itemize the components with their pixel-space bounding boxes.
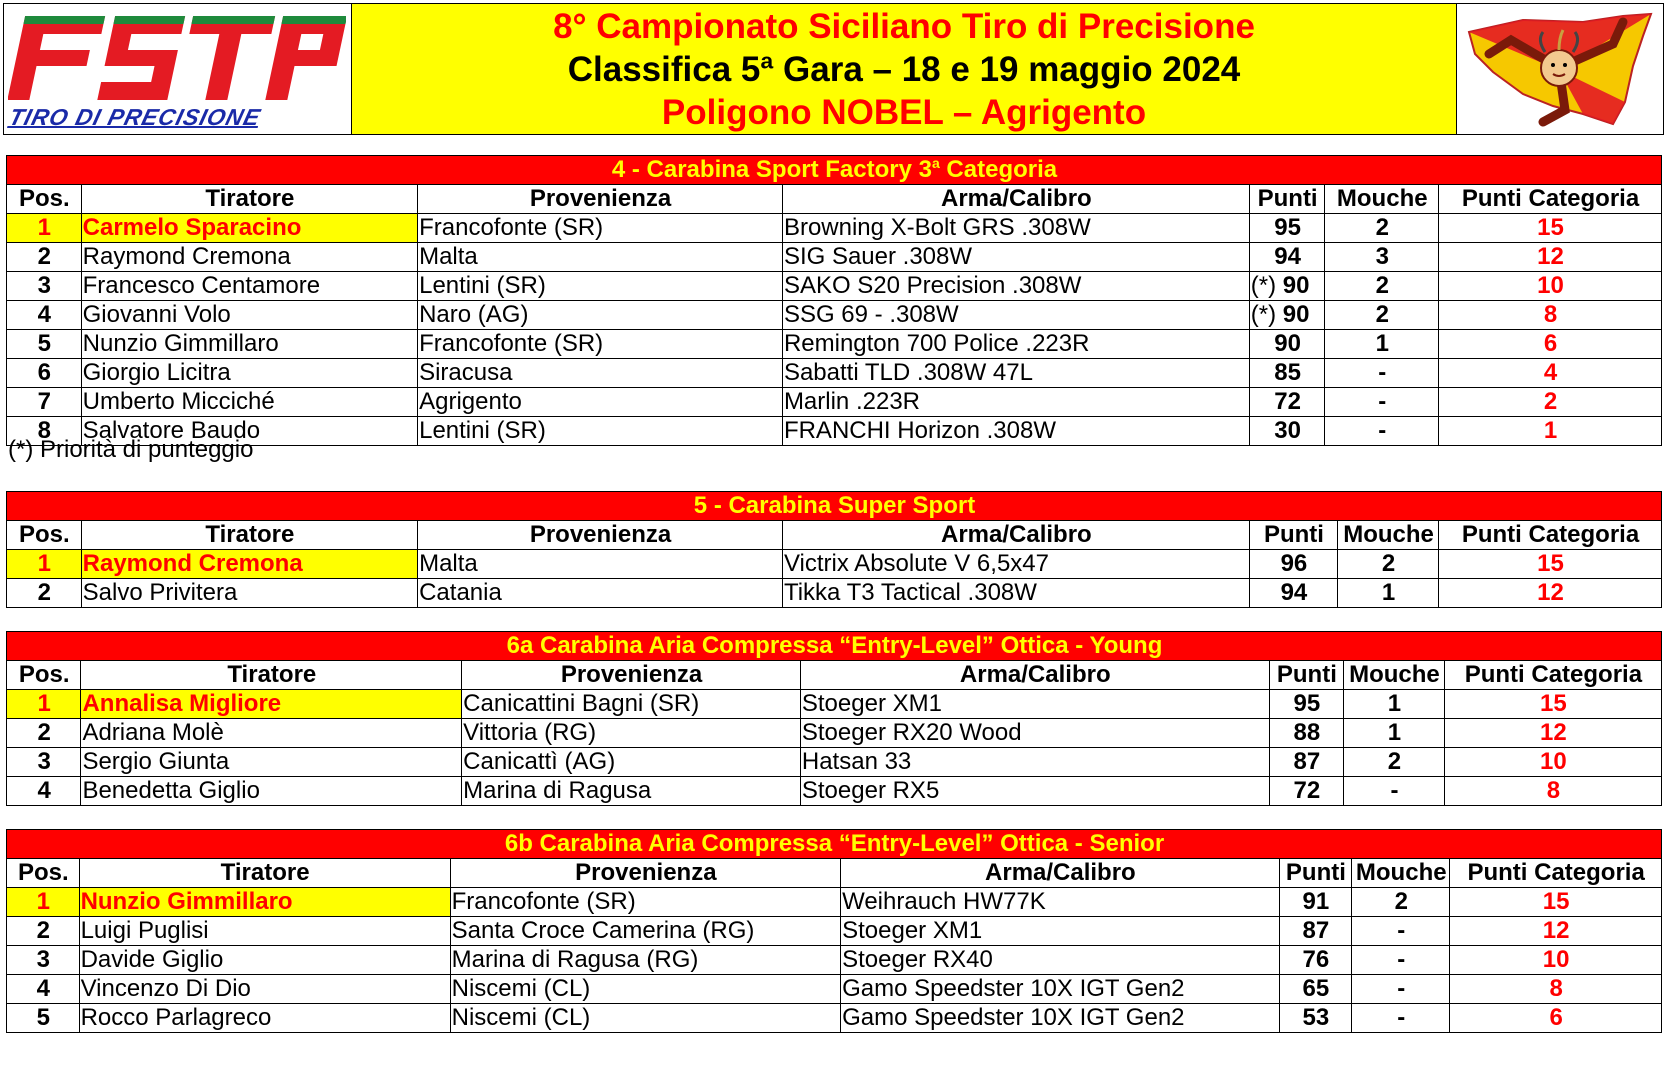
origin-cell: Siracusa: [418, 359, 783, 388]
table-row: [7, 243, 1662, 272]
trinacria-sicily-logo: [1457, 4, 1663, 134]
rank-cell: 2: [7, 579, 82, 608]
shooter-name-cell: Salvatore Baudo: [81, 417, 417, 446]
category-points-cell: 8: [1450, 975, 1662, 1004]
category-points-cell: 12: [1450, 917, 1662, 946]
rank-cell: 3: [7, 946, 80, 975]
category-points-cell: 6: [1450, 1004, 1662, 1033]
shooter-name-cell: Carmelo Sparacino: [81, 214, 417, 243]
mouche-cell: -: [1352, 917, 1450, 946]
weapon-cell: Marlin .223R: [782, 388, 1249, 417]
venue-title: Poligono NOBEL – Agrigento: [661, 92, 1147, 132]
weapon-cell: Stoeger RX40: [841, 946, 1280, 975]
shooter-name-cell: Davide Giglio: [79, 946, 450, 975]
category-points-cell: 1: [1439, 417, 1662, 446]
table-header: [7, 521, 1662, 550]
table-row: [7, 748, 1662, 777]
championship-title-box: [352, 4, 1457, 134]
origin-cell: Malta: [418, 243, 783, 272]
page-header: [3, 3, 1664, 135]
table-row: [7, 388, 1662, 417]
score-cell: 95: [1249, 214, 1325, 243]
weapon-cell: Stoeger RX5: [800, 777, 1269, 806]
table-row: [7, 1004, 1662, 1033]
table-row: [7, 359, 1662, 388]
score-cell: 94: [1249, 243, 1325, 272]
shooter-name-cell: Umberto Micciché: [81, 388, 417, 417]
category-points-cell: 2: [1439, 388, 1662, 417]
col-pos: Pos.: [7, 521, 82, 550]
rank-cell: 8: [7, 417, 82, 446]
col-provenienza: Provenienza: [418, 521, 783, 550]
origin-cell: Marina di Ragusa: [462, 777, 801, 806]
origin-cell: Niscemi (CL): [450, 1004, 840, 1033]
score-cell: 94: [1249, 579, 1337, 608]
score-cell: 53: [1279, 1004, 1352, 1033]
category-points-cell: 12: [1439, 243, 1662, 272]
weapon-cell: FRANCHI Horizon .308W: [782, 417, 1249, 446]
score-cell: 76: [1279, 946, 1352, 975]
col-pos: Pos.: [7, 185, 82, 214]
origin-cell: Catania: [418, 579, 783, 608]
table-row: [7, 214, 1662, 243]
weapon-cell: Gamo Speedster 10X IGT Gen2: [841, 1004, 1280, 1033]
fstp-logo: [4, 4, 352, 134]
shooter-name-cell: Annalisa Migliore: [81, 690, 462, 719]
col-pos: Pos.: [7, 859, 80, 888]
priority-marker: (*): [1250, 301, 1277, 328]
category-points-cell: 12: [1439, 579, 1662, 608]
weapon-cell: Browning X-Bolt GRS .308W: [782, 214, 1249, 243]
section-banner: 6b Carabina Aria Compressa “Entry-Level” Ottica - Senior: [7, 830, 1662, 859]
col-mouche: Mouche: [1325, 185, 1439, 214]
origin-cell: Francofonte (SR): [418, 214, 783, 243]
mouche-cell: 1: [1344, 719, 1445, 748]
origin-cell: Agrigento: [418, 388, 783, 417]
mouche-cell: 2: [1325, 272, 1439, 301]
shooter-name-cell: Giorgio Licitra: [81, 359, 417, 388]
table-row: [7, 690, 1662, 719]
weapon-cell: SIG Sauer .308W: [782, 243, 1249, 272]
score-cell: 72: [1249, 388, 1325, 417]
rank-cell: 3: [7, 748, 81, 777]
shooter-name-cell: Vincenzo Di Dio: [79, 975, 450, 1004]
category-points-cell: 15: [1439, 214, 1662, 243]
col-provenienza: Provenienza: [462, 661, 801, 690]
table-row: [7, 777, 1662, 806]
section-5-carabina-super-sport: [6, 491, 1662, 608]
rank-cell: 5: [7, 330, 82, 359]
score-value: 90: [1282, 272, 1310, 299]
rank-cell: 1: [7, 690, 81, 719]
mouche-cell: -: [1325, 388, 1439, 417]
results-table: [6, 829, 1662, 1033]
col-mouche: Mouche: [1338, 521, 1439, 550]
score-cell: 87: [1269, 748, 1343, 777]
mouche-cell: -: [1325, 359, 1439, 388]
rank-cell: 2: [7, 719, 81, 748]
mouche-cell: 2: [1352, 888, 1450, 917]
table-row: [7, 272, 1662, 301]
weapon-cell: Tikka T3 Tactical .308W: [782, 579, 1249, 608]
weapon-cell: Sabatti TLD .308W 47L: [782, 359, 1249, 388]
section-4-carabina-sport-factory: [6, 155, 1662, 446]
table-header: [7, 859, 1662, 888]
col-tiratore: Tiratore: [81, 661, 462, 690]
score-cell: 95: [1269, 690, 1343, 719]
rank-cell: 2: [7, 917, 80, 946]
origin-cell: Lentini (SR): [418, 417, 783, 446]
score-cell: 30: [1249, 417, 1325, 446]
score-cell: 96: [1249, 550, 1337, 579]
category-points-cell: 4: [1439, 359, 1662, 388]
category-points-cell: 15: [1450, 888, 1662, 917]
col-punti: Punti: [1249, 521, 1337, 550]
weapon-cell: Hatsan 33: [800, 748, 1269, 777]
fstp-logo-caption: TIRO DI PRECISIONE: [6, 104, 264, 130]
col-punti-categoria: Punti Categoria: [1439, 521, 1662, 550]
origin-cell: Vittoria (RG): [462, 719, 801, 748]
shooter-name-cell: Benedetta Giglio: [81, 777, 462, 806]
rank-cell: 2: [7, 243, 82, 272]
rank-cell: 7: [7, 388, 82, 417]
mouche-cell: -: [1352, 975, 1450, 1004]
rank-cell: 4: [7, 301, 82, 330]
shooter-name-cell: Raymond Cremona: [81, 243, 417, 272]
mouche-cell: 3: [1325, 243, 1439, 272]
weapon-cell: Victrix Absolute V 6,5x47: [782, 550, 1249, 579]
mouche-cell: 2: [1325, 214, 1439, 243]
score-cell: 91: [1279, 888, 1352, 917]
score-cell: 90: [1249, 330, 1325, 359]
section-6a-aria-compressa-young: [6, 631, 1662, 806]
weapon-cell: Stoeger XM1: [800, 690, 1269, 719]
origin-cell: Canicattini Bagni (SR): [462, 690, 801, 719]
rank-cell: 4: [7, 777, 81, 806]
col-punti-categoria: Punti Categoria: [1439, 185, 1662, 214]
score-cell: 65: [1279, 975, 1352, 1004]
origin-cell: Niscemi (CL): [450, 975, 840, 1004]
mouche-cell: 2: [1344, 748, 1445, 777]
section-banner: 6a Carabina Aria Compressa “Entry-Level” Ottica - Young: [7, 632, 1662, 661]
mouche-cell: -: [1344, 777, 1445, 806]
col-provenienza: Provenienza: [418, 185, 783, 214]
mouche-cell: -: [1352, 1004, 1450, 1033]
category-points-cell: 10: [1450, 946, 1662, 975]
table-row: [7, 975, 1662, 1004]
table-header: [7, 185, 1662, 214]
table-row: [7, 301, 1662, 330]
rank-cell: 1: [7, 888, 80, 917]
shooter-name-cell: Nunzio Gimmillaro: [79, 888, 450, 917]
origin-cell: Francofonte (SR): [450, 888, 840, 917]
fstp-logo-icon: [8, 12, 346, 104]
category-points-cell: 15: [1439, 550, 1662, 579]
shooter-name-cell: Francesco Centamore: [81, 272, 417, 301]
category-points-cell: 8: [1444, 777, 1661, 806]
shooter-name-cell: Salvo Privitera: [81, 579, 417, 608]
origin-cell: Canicattì (AG): [462, 748, 801, 777]
table-header: [7, 661, 1662, 690]
shooter-name-cell: Raymond Cremona: [81, 550, 417, 579]
col-punti: Punti: [1269, 661, 1343, 690]
col-punti-categoria: Punti Categoria: [1450, 859, 1662, 888]
trinacria-icon: [1463, 10, 1657, 128]
origin-cell: Marina di Ragusa (RG): [450, 946, 840, 975]
rank-cell: 4: [7, 975, 80, 1004]
origin-cell: Santa Croce Camerina (RG): [450, 917, 840, 946]
results-table: [6, 155, 1662, 446]
col-arma: Arma/Calibro: [841, 859, 1280, 888]
score-value: 90: [1282, 301, 1310, 328]
results-table: [6, 491, 1662, 608]
weapon-cell: Remington 700 Police .223R: [782, 330, 1249, 359]
category-points-cell: 8: [1439, 301, 1662, 330]
mouche-cell: 1: [1325, 330, 1439, 359]
score-cell: [1249, 272, 1325, 301]
table-row: [7, 917, 1662, 946]
rank-cell: 1: [7, 214, 82, 243]
category-points-cell: 10: [1439, 272, 1662, 301]
origin-cell: Lentini (SR): [418, 272, 783, 301]
col-arma: Arma/Calibro: [782, 521, 1249, 550]
shooter-name-cell: Giovanni Volo: [81, 301, 417, 330]
col-arma: Arma/Calibro: [800, 661, 1269, 690]
col-provenienza: Provenienza: [450, 859, 840, 888]
category-points-cell: 6: [1439, 330, 1662, 359]
mouche-cell: 2: [1325, 301, 1439, 330]
col-punti-categoria: Punti Categoria: [1444, 661, 1661, 690]
priority-marker: (*): [1250, 272, 1277, 299]
col-pos: Pos.: [7, 661, 81, 690]
mouche-cell: 1: [1344, 690, 1445, 719]
mouche-cell: -: [1352, 946, 1450, 975]
shooter-name-cell: Nunzio Gimmillaro: [81, 330, 417, 359]
ranking-subtitle: Classifica 5ª Gara – 18 e 19 maggio 2024: [567, 49, 1241, 89]
col-mouche: Mouche: [1344, 661, 1445, 690]
section-banner: 5 - Carabina Super Sport: [7, 492, 1662, 521]
table-row: [7, 330, 1662, 359]
score-cell: 85: [1249, 359, 1325, 388]
shooter-name-cell: Sergio Giunta: [81, 748, 462, 777]
table-row: [7, 417, 1662, 446]
shooter-name-cell: Luigi Puglisi: [79, 917, 450, 946]
shooter-name-cell: Adriana Molè: [81, 719, 462, 748]
col-mouche: Mouche: [1352, 859, 1450, 888]
mouche-cell: 2: [1338, 550, 1439, 579]
shooter-name-cell: Rocco Parlagreco: [79, 1004, 450, 1033]
table-row: [7, 579, 1662, 608]
rank-cell: 3: [7, 272, 82, 301]
championship-title: 8° Campionato Siciliano Tiro di Precisione: [553, 6, 1255, 46]
weapon-cell: Stoeger XM1: [841, 917, 1280, 946]
footnote: (*) Priorità di punteggio: [8, 436, 254, 463]
col-tiratore: Tiratore: [81, 521, 417, 550]
weapon-cell: Stoeger RX20 Wood: [800, 719, 1269, 748]
col-arma: Arma/Calibro: [782, 185, 1249, 214]
mouche-cell: -: [1325, 417, 1439, 446]
rank-cell: 1: [7, 550, 82, 579]
table-row: [7, 719, 1662, 748]
origin-cell: Francofonte (SR): [418, 330, 783, 359]
col-tiratore: Tiratore: [79, 859, 450, 888]
table-row: [7, 550, 1662, 579]
table-row: [7, 946, 1662, 975]
weapon-cell: SAKO S20 Precision .308W: [782, 272, 1249, 301]
section-6b-aria-compressa-senior: [6, 829, 1662, 1033]
mouche-cell: 1: [1338, 579, 1439, 608]
results-table: [6, 631, 1662, 806]
category-points-cell: 10: [1444, 748, 1661, 777]
weapon-cell: SSG 69 - .308W: [782, 301, 1249, 330]
weapon-cell: Gamo Speedster 10X IGT Gen2: [841, 975, 1280, 1004]
score-cell: 87: [1279, 917, 1352, 946]
category-points-cell: 12: [1444, 719, 1661, 748]
score-cell: 72: [1269, 777, 1343, 806]
col-punti: Punti: [1279, 859, 1352, 888]
score-cell: [1249, 301, 1325, 330]
rank-cell: 5: [7, 1004, 80, 1033]
section-banner: 4 - Carabina Sport Factory 3$^a$ Categoria: [7, 156, 1662, 185]
score-cell: 88: [1269, 719, 1343, 748]
origin-cell: Malta: [418, 550, 783, 579]
col-punti: Punti: [1249, 185, 1325, 214]
rank-cell: 6: [7, 359, 82, 388]
col-tiratore: Tiratore: [81, 185, 417, 214]
weapon-cell: Weihrauch HW77K: [841, 888, 1280, 917]
category-points-cell: 15: [1444, 690, 1661, 719]
origin-cell: Naro (AG): [418, 301, 783, 330]
table-row: [7, 888, 1662, 917]
